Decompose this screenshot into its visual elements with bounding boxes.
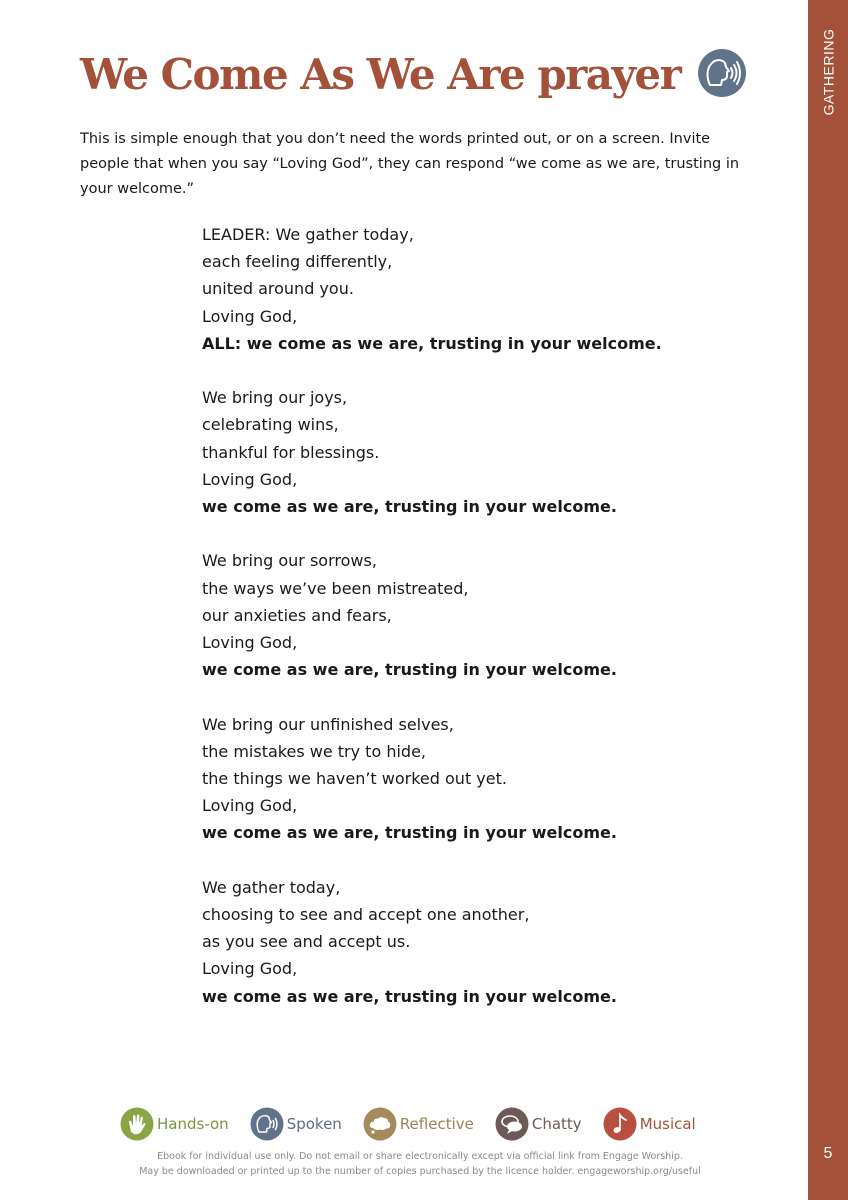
spoken-icon	[250, 1107, 284, 1141]
stanza	[202, 547, 762, 683]
stanza	[202, 711, 762, 847]
legend-item-spoken	[250, 1107, 342, 1141]
legend-label-chatty: Chatty	[531, 1115, 582, 1133]
stanza	[202, 221, 762, 357]
leader-line: each feeling differently,	[202, 252, 393, 272]
legend-label-hands-on: Hands-on	[157, 1115, 229, 1133]
leader-line: thankful for blessings.	[202, 442, 380, 462]
spoken-icon	[697, 48, 747, 98]
leader-line: celebrating wins,	[202, 415, 339, 435]
response-line: we come as we are, trusting in your welcome.	[202, 497, 617, 517]
page-number: 5	[823, 1145, 833, 1162]
stanza	[202, 874, 762, 1010]
sidebar	[808, 0, 848, 1200]
legend-item-hands-on	[120, 1107, 229, 1141]
leader-line: choosing to see and accept one another,	[202, 905, 530, 925]
leader-line: our anxieties and fears,	[202, 605, 392, 625]
thought-cloud-icon	[363, 1107, 397, 1141]
leader-line: Loving God,	[202, 306, 298, 326]
footer-notice	[100, 1149, 740, 1179]
leader-line: Loving God,	[202, 796, 298, 816]
leader-line: Loving God,	[202, 469, 298, 489]
leader-line: as you see and accept us.	[202, 932, 411, 952]
response-line: we come as we are, trusting in your welcome.	[202, 823, 617, 843]
speech-bubble-icon	[495, 1107, 529, 1141]
footer-line: May be downloaded or printed up to the number of copies purchased by the licence holder. engageworship.org/useful	[139, 1166, 701, 1177]
legend-item-chatty	[495, 1107, 582, 1141]
section-label: GATHERING	[820, 28, 837, 116]
leader-line: united around you.	[202, 279, 354, 299]
leader-line: We gather today,	[202, 877, 341, 897]
activity-legend	[120, 1106, 720, 1142]
leader-line: Loving God,	[202, 633, 298, 653]
intro-text: This is simple enough that you don’t need the words printed out, or on a screen. Invite people that when you say “Loving God”, they can respond “we come as we are, trusting in your welcome.”	[80, 131, 740, 197]
leader-line: We bring our sorrows,	[202, 551, 377, 571]
leader-line: the ways we’ve been mistreated,	[202, 578, 469, 598]
stanza	[202, 384, 762, 520]
legend-label-reflective: Reflective	[399, 1115, 474, 1133]
leader-line: the mistakes we try to hide,	[202, 741, 426, 761]
leader-line: the things we haven’t worked out yet.	[202, 769, 507, 789]
page-title: We Come As We Are prayer	[80, 50, 681, 99]
response-line: we come as we are, trusting in your welcome.	[202, 986, 617, 1006]
leader-line: Loving God,	[202, 959, 298, 979]
legend-label-musical: Musical	[639, 1115, 696, 1133]
legend-item-reflective	[363, 1107, 474, 1141]
footer-line: Ebook for individual use only. Do not email or share electronically except via official link from Engage Worship.	[157, 1151, 683, 1162]
leader-line: LEADER: We gather today,	[202, 225, 414, 244]
legend-item-musical	[603, 1107, 696, 1141]
hand-icon	[120, 1107, 154, 1141]
response-line: ALL: we come as we are, trusting in your welcome.	[202, 333, 662, 353]
leader-line: We bring our unfinished selves,	[202, 714, 454, 734]
response-line: we come as we are, trusting in your welcome.	[202, 660, 617, 680]
leader-line: We bring our joys,	[202, 388, 348, 408]
prayer-text	[202, 221, 762, 1037]
music-note-icon	[603, 1107, 637, 1141]
legend-label-spoken: Spoken	[286, 1115, 342, 1133]
